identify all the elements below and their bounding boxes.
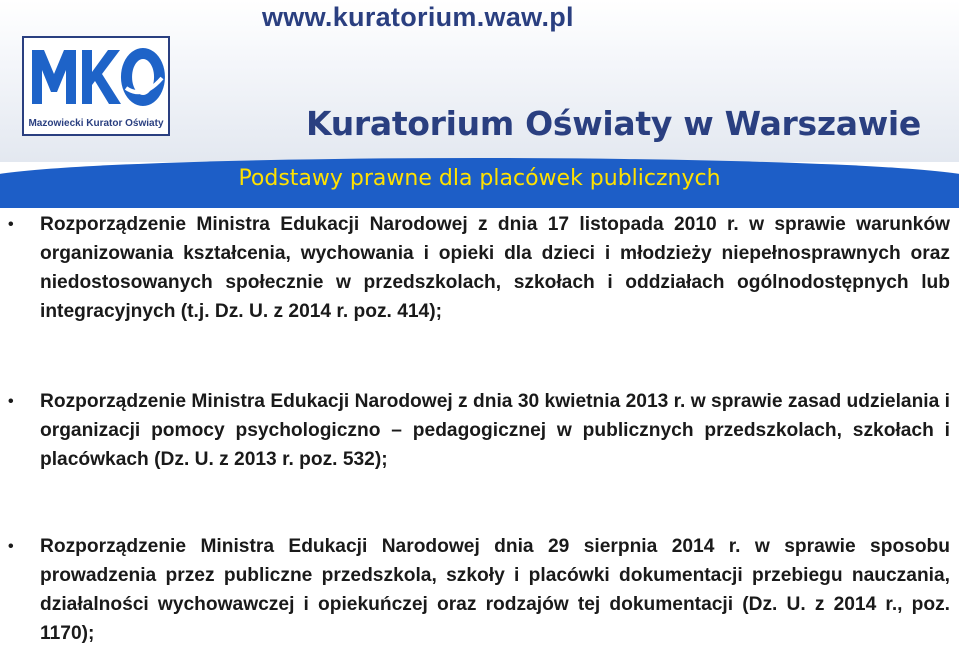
list-item-text: Rozporządzenie Ministra Edukacji Narodowej z dnia 17 listopada 2010 r. w sprawie warunków organizowania kształcenia, wychowania i opieki dla dzieci i młodzieży niepełnosprawnych oraz niedostosowanych społecznie w przedszkolach, szkołach i oddziałach ogólnodostępnych lub integracyjnych (t.j. Dz. U. z 2014 r. poz. 414);	[40, 214, 950, 322]
list-item	[8, 210, 950, 326]
bullet-icon: •	[8, 393, 14, 410]
list-item-text: Rozporządzenie Ministra Edukacji Narodowej dnia 29 sierpnia 2014 r. w sprawie sposobu prowadzenia przez publiczne przedszkola, szkoły i placówki dokumentacji przebiegu nauczania, działalności wychowawczej i opiekuńczej oraz rodzajów tej dokumentacji (Dz. U. z 2014 r., poz. 1170);	[40, 536, 950, 644]
bullet-icon: •	[8, 538, 14, 555]
list-item	[8, 532, 950, 648]
site-header	[0, 0, 959, 162]
bullet-icon: •	[8, 216, 14, 233]
list-item-text: Rozporządzenie Ministra Edukacji Narodowej z dnia 30 kwietnia 2013 r. w sprawie zasad udzielania i organizacji pomocy psychologiczno – pedagogicznej w publicznych przedszkolach, szkołach i placówkach (Dz. U. z 2013 r. poz. 532);	[40, 391, 950, 470]
slide-title: Podstawy prawne dla placówek publicznych	[238, 166, 721, 191]
logo-caption: Mazowiecki Kurator Oświaty	[28, 118, 164, 129]
list-item	[8, 387, 950, 474]
mko-logo	[22, 36, 170, 136]
org-title: Kuratorium Oświaty w Warszawie	[306, 104, 922, 143]
site-url[interactable]: www.kuratorium.waw.pl	[262, 2, 574, 32]
